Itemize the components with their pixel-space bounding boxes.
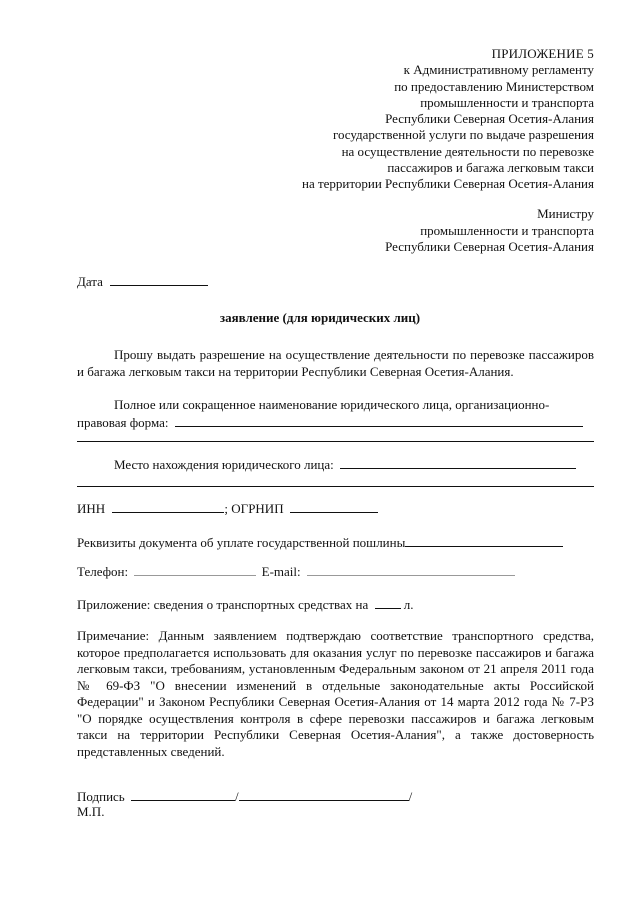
attachment-pages-field[interactable] (375, 596, 401, 609)
signature-slash: / (235, 789, 239, 804)
phone-label: Телефон: (77, 564, 129, 579)
location-row (114, 456, 576, 473)
appendix-line: к Административному регламенту (403, 62, 594, 78)
inn-row (77, 500, 378, 517)
appendix-title: ПРИЛОЖЕНИЕ 5 (491, 46, 594, 61)
date-label: Дата (77, 274, 103, 289)
fee-field[interactable] (405, 534, 563, 547)
legal-name-field-extra[interactable] (77, 441, 594, 442)
signature-field[interactable] (131, 788, 235, 801)
email-label: E-mail: (261, 564, 301, 579)
location-field[interactable] (340, 456, 576, 469)
fee-row (77, 534, 563, 551)
signature-row (77, 788, 412, 805)
application-heading: заявление (для юридических лиц) (219, 310, 421, 325)
addressee-line: промышленности и транспорта (420, 222, 594, 238)
email-field[interactable] (307, 563, 515, 576)
appendix-line: пассажиров и багажа легковым такси (387, 160, 594, 176)
appendix-line: государственной услуги по выдаче разрешения (332, 127, 594, 143)
addressee-line: Республики Северная Осетия-Алания (385, 239, 594, 254)
stamp-label: М.П. (77, 804, 105, 819)
date-row (77, 273, 208, 290)
location-label: Место нахождения юридического лица: (114, 457, 334, 472)
attachment-row (77, 596, 414, 613)
signature-name-field[interactable] (239, 788, 409, 801)
appendix-line: на осуществление деятельности по перевозке (341, 143, 594, 159)
appendix-header (302, 46, 594, 193)
inn-field[interactable] (112, 500, 224, 513)
addressee-line: Министру (537, 206, 594, 221)
ogrnip-field[interactable] (290, 500, 378, 513)
legal-name-label: Полное или сокращенное наименование юридического лица, организационно- (114, 397, 550, 412)
appendix-line: по предоставлению Министерством (394, 78, 594, 94)
legal-name-block (77, 397, 594, 431)
phone-field[interactable] (134, 563, 256, 576)
signature-label: Подпись (77, 789, 125, 804)
fee-label: Реквизиты документа об уплате государственной пошлины (77, 535, 406, 550)
signature-slash-end: / (408, 789, 413, 804)
appendix-line: Республики Северная Осетия-Алания (385, 111, 594, 127)
request-paragraph: Прошу выдать разрешение на осуществление деятельности по перевозке пассажиров и багажа легковым такси на территории Республики Северная Осетия-Алания. (77, 347, 594, 379)
addressee-block (385, 206, 594, 256)
ogrnip-label: ; ОГРНИП (224, 501, 284, 516)
appendix-line: на территории Республики Северная Осетия-Алания (302, 176, 594, 192)
note-paragraph: Примечание: Данным заявлением подтверждаю соответствие транспортного средства, которое предполагается использовать для оказания услуг по перевозке пассажиров и багажа легковым такси, требованиям, установленным Федеральным законом от 21 апреля 2011 года № 69-ФЗ "О внесении изменений в отдельные законодательные акты Российской Федерации" и Законом Республики Северная Осетия-Алания от 14 марта 2012 года № 7-РЗ "О порядке осуществления контроля в сфере перевозки пассажиров и багажа легковым такси на территории Республики Северная Осетия-Алания", а также достоверность представленных сведений. (77, 628, 594, 759)
legal-name-field[interactable] (175, 414, 583, 427)
appendix-line: промышленности и транспорта (420, 94, 594, 110)
legal-form-label: правовая форма: (77, 414, 169, 430)
attachment-suffix: л. (403, 597, 414, 612)
legal-name-row (77, 414, 594, 432)
attachment-label: Приложение: сведения о транспортных средствах на (77, 597, 369, 612)
contacts-row (77, 563, 515, 580)
date-field[interactable] (110, 273, 208, 286)
inn-label: ИНН (77, 501, 106, 516)
location-field-extra[interactable] (77, 486, 594, 487)
